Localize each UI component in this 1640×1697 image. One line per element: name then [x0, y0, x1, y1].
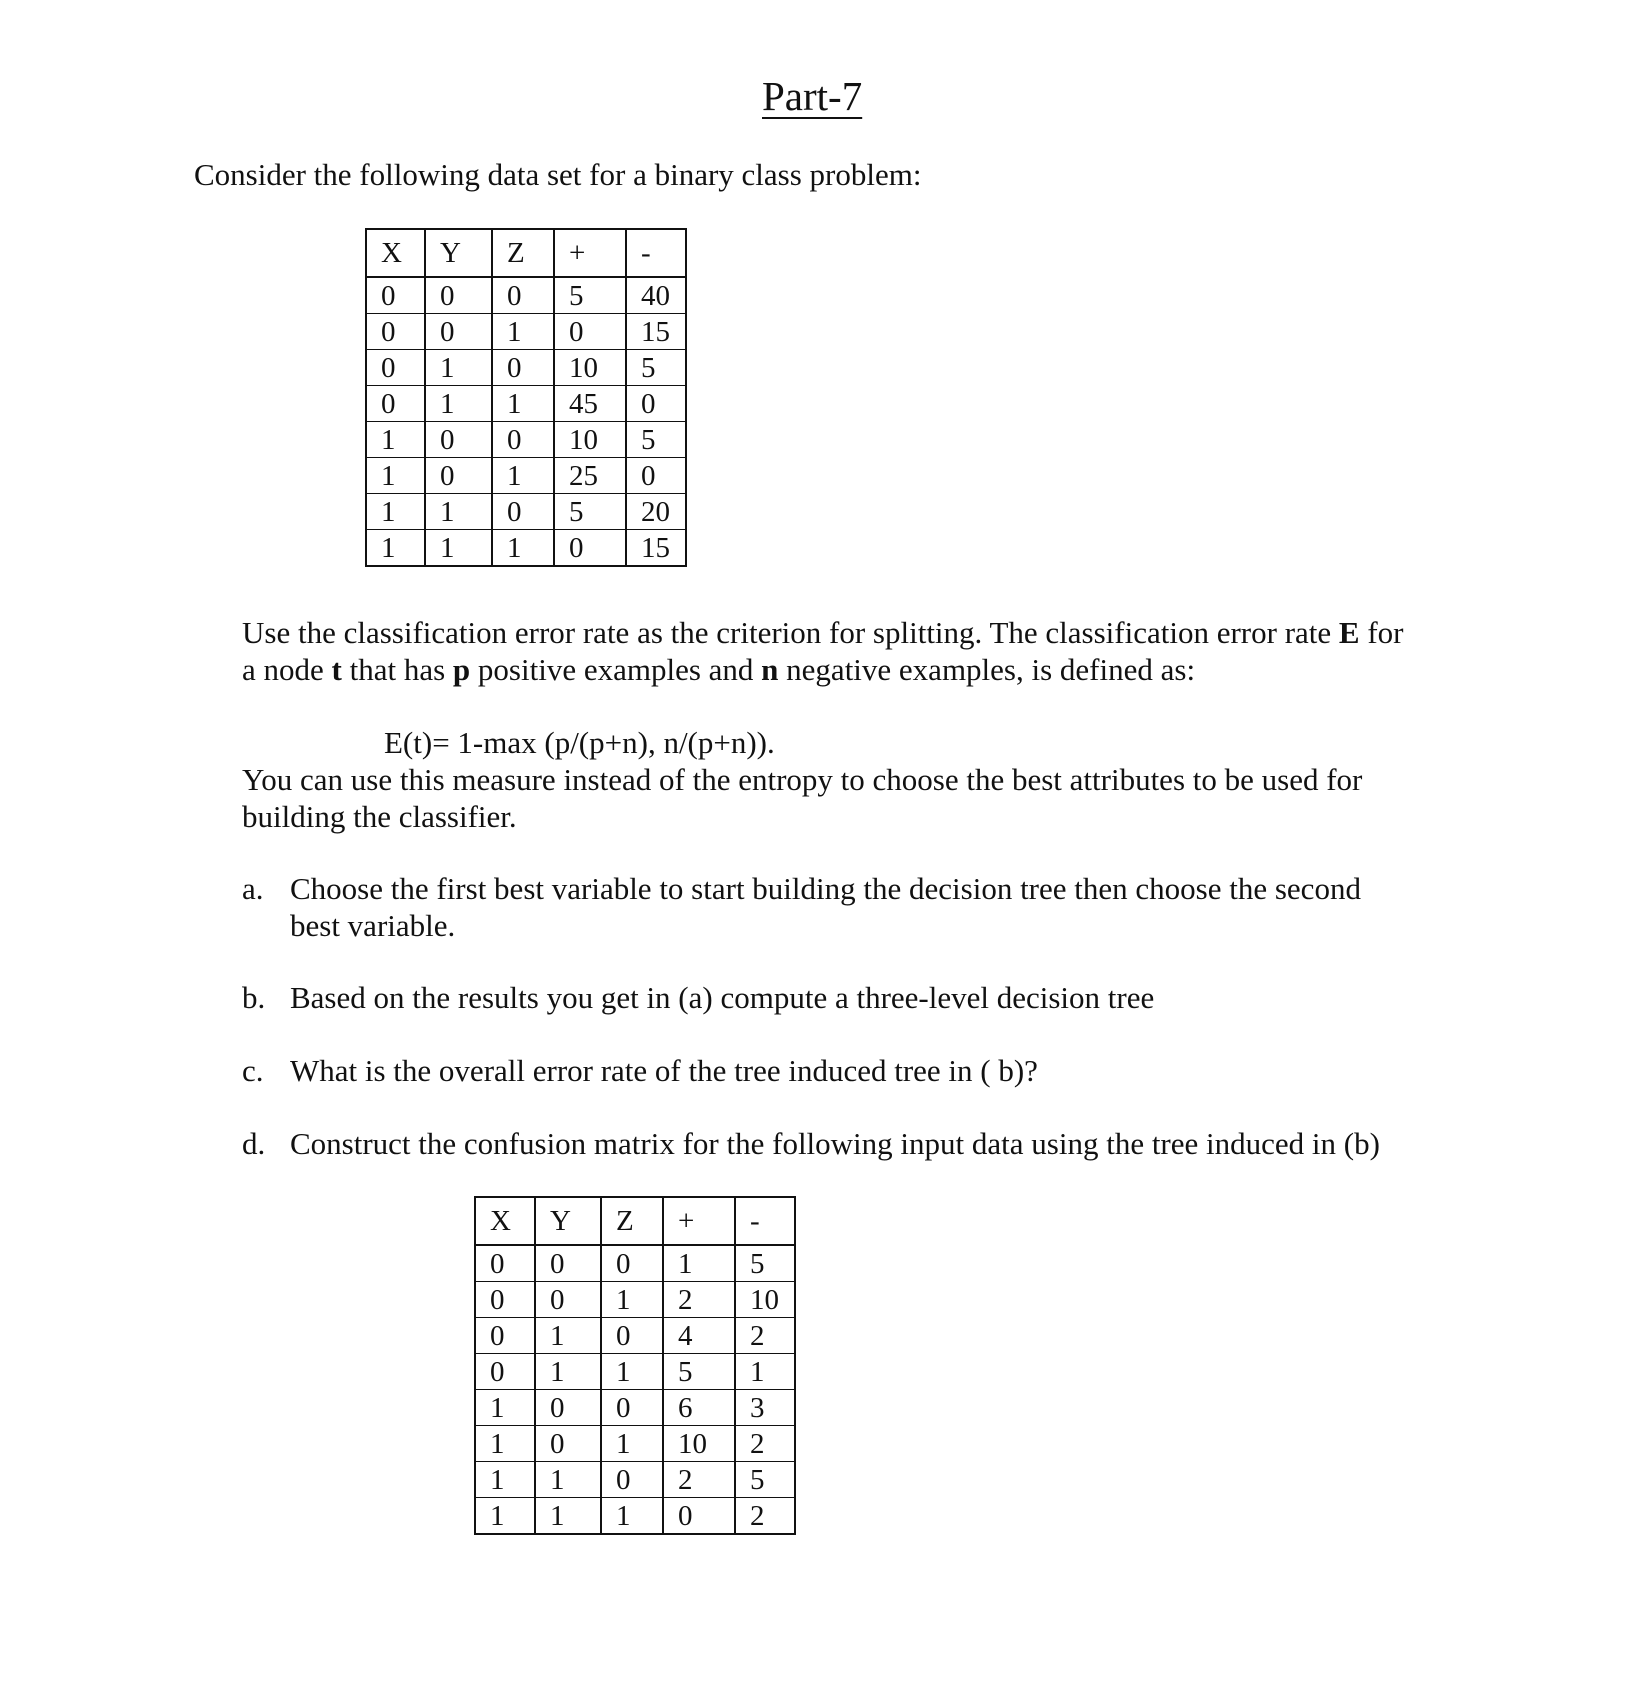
- input-data-table-cell: 2: [735, 1318, 795, 1354]
- input-data-table-cell: 3: [735, 1390, 795, 1426]
- input-data-table-cell: 0: [601, 1462, 663, 1498]
- question-c-text: What is the overall error rate of the tree induced tree in ( b)?: [290, 1053, 1038, 1088]
- dataset-table-cell: 0: [366, 277, 425, 314]
- dataset-table-cell: 20: [626, 494, 686, 530]
- intro-text: Consider the following data set for a binary class problem:: [194, 157, 922, 192]
- dataset-table-cell: 5: [554, 494, 626, 530]
- dataset-table-cell: 0: [626, 386, 686, 422]
- dataset-table-cell: 15: [626, 530, 686, 567]
- question-a-marker: a.: [242, 871, 264, 906]
- criterion-line-1: Use the classification error rate as the criterion for splitting. The classification error rate E for: [242, 615, 1404, 650]
- input-data-table-cell: 2: [663, 1462, 735, 1498]
- dataset-table-cell: 1: [425, 386, 492, 422]
- dataset-table-cell: 0: [366, 314, 425, 350]
- input-data-table-cell: 1: [475, 1426, 535, 1462]
- input-data-table-cell: 0: [535, 1245, 601, 1282]
- input-data-table-body: [475, 1197, 795, 1534]
- question-d-text: Construct the confusion matrix for the following input data using the tree induced in (b): [290, 1126, 1380, 1161]
- dataset-table-cell: 1: [366, 458, 425, 494]
- dataset-table-header-cell: +: [554, 229, 626, 277]
- error-formula: E(t)= 1-max (p/(p+n), n/(p+n)).: [384, 725, 775, 760]
- dataset-table-cell: 0: [425, 422, 492, 458]
- dataset-table-header-cell: X: [366, 229, 425, 277]
- dataset-table-cell: 1: [366, 530, 425, 567]
- input-data-table-cell: 1: [535, 1462, 601, 1498]
- input-data-table-row: [475, 1426, 795, 1462]
- input-data-table-row: [475, 1462, 795, 1498]
- input-data-table-cell: 0: [535, 1390, 601, 1426]
- input-data-table-cell: 4: [663, 1318, 735, 1354]
- input-data-table-cell: 10: [735, 1282, 795, 1318]
- dataset-table-cell: 0: [366, 386, 425, 422]
- input-data-table-row: [475, 1318, 795, 1354]
- dataset-table-header-cell: Z: [492, 229, 554, 277]
- input-data-table-row: [475, 1498, 795, 1535]
- dataset-table-row: [366, 530, 686, 567]
- dataset-table-row: [366, 458, 686, 494]
- dataset-table-header-cell: Y: [425, 229, 492, 277]
- dataset-table-cell: 0: [366, 350, 425, 386]
- input-data-table-cell: 5: [735, 1245, 795, 1282]
- dataset-table-cell: 1: [366, 494, 425, 530]
- dataset-table-cell: 0: [492, 422, 554, 458]
- input-data-table-row: [475, 1354, 795, 1390]
- input-data-table-cell: 1: [663, 1245, 735, 1282]
- question-c-marker: c.: [242, 1053, 264, 1088]
- dataset-table-cell: 1: [425, 530, 492, 567]
- dataset-table-cell: 5: [626, 422, 686, 458]
- dataset-table-cell: 0: [492, 277, 554, 314]
- input-data-table-cell: 0: [601, 1390, 663, 1426]
- input-data-table-cell: 1: [535, 1354, 601, 1390]
- input-data-table-cell: 0: [535, 1282, 601, 1318]
- dataset-table-cell: 15: [626, 314, 686, 350]
- dataset-table-row: [366, 494, 686, 530]
- dataset-table-cell: 0: [554, 530, 626, 567]
- input-data-table-cell: 1: [475, 1498, 535, 1535]
- input-data-table-header-cell: -: [735, 1197, 795, 1245]
- dataset-table-body: [366, 229, 686, 566]
- page-title: Part-7: [762, 73, 863, 119]
- dataset-table-cell: 0: [425, 314, 492, 350]
- input-data-table-cell: 1: [475, 1390, 535, 1426]
- dataset-table-cell: 0: [492, 494, 554, 530]
- dataset-table-cell: 1: [425, 494, 492, 530]
- dataset-table-cell: 1: [492, 458, 554, 494]
- input-data-table-cell: 1: [601, 1498, 663, 1535]
- dataset-table-cell: 5: [554, 277, 626, 314]
- dataset-table-cell: 1: [492, 530, 554, 567]
- input-data-table-cell: 1: [535, 1498, 601, 1535]
- input-data-table-cell: 5: [663, 1354, 735, 1390]
- dataset-table-cell: 10: [554, 422, 626, 458]
- input-data-table-header-cell: Y: [535, 1197, 601, 1245]
- input-data-table-cell: 1: [475, 1462, 535, 1498]
- input-data-table-row: [475, 1245, 795, 1282]
- input-data-table-cell: 2: [663, 1282, 735, 1318]
- input-data-table-row: [475, 1282, 795, 1318]
- dataset-table-cell: 10: [554, 350, 626, 386]
- dataset-table-header-row: [366, 229, 686, 277]
- input-data-table-cell: 0: [663, 1498, 735, 1535]
- input-data-table-cell: 1: [735, 1354, 795, 1390]
- dataset-table-cell: 1: [492, 386, 554, 422]
- measure-line-1: You can use this measure instead of the entropy to choose the best attributes to be used for: [242, 762, 1363, 797]
- dataset-table-row: [366, 422, 686, 458]
- criterion-line-2: a node t that has p positive examples and n negative examples, is defined as:: [242, 652, 1196, 687]
- dataset-table-header-cell: -: [626, 229, 686, 277]
- question-a-line-2: best variable.: [290, 908, 456, 943]
- input-data-table-cell: 10: [663, 1426, 735, 1462]
- question-b-marker: b.: [242, 980, 266, 1015]
- input-data-table-cell: 1: [601, 1426, 663, 1462]
- input-data-table-cell: 1: [601, 1282, 663, 1318]
- dataset-table-cell: 0: [492, 350, 554, 386]
- dataset-table-row: [366, 386, 686, 422]
- input-data-table-cell: 0: [601, 1318, 663, 1354]
- question-b-text: Based on the results you get in (a) compute a three-level decision tree: [290, 980, 1155, 1015]
- input-data-table-header-cell: +: [663, 1197, 735, 1245]
- input-data-table-cell: 0: [475, 1318, 535, 1354]
- dataset-table-cell: 0: [425, 458, 492, 494]
- question-a-line-1: Choose the first best variable to start building the decision tree then choose the second: [290, 871, 1361, 906]
- input-data-table-cell: 2: [735, 1498, 795, 1535]
- input-data-table-cell: 1: [601, 1354, 663, 1390]
- dataset-table-row: [366, 277, 686, 314]
- input-data-table-cell: 0: [475, 1282, 535, 1318]
- input-data-table-header-row: [475, 1197, 795, 1245]
- dataset-table-cell: 1: [366, 422, 425, 458]
- dataset-table-cell: 5: [626, 350, 686, 386]
- dataset-table-cell: 1: [425, 350, 492, 386]
- input-data-table-header-cell: X: [475, 1197, 535, 1245]
- input-data-table-cell: 2: [735, 1426, 795, 1462]
- input-data-table-cell: 6: [663, 1390, 735, 1426]
- dataset-table-cell: 0: [554, 314, 626, 350]
- input-data-table-cell: 0: [535, 1426, 601, 1462]
- dataset-table-cell: 1: [492, 314, 554, 350]
- input-data-table-cell: 5: [735, 1462, 795, 1498]
- dataset-table-row: [366, 314, 686, 350]
- input-data-table-row: [475, 1390, 795, 1426]
- measure-line-2: building the classifier.: [242, 799, 517, 834]
- input-data-table-cell: 0: [475, 1354, 535, 1390]
- dataset-table-cell: 25: [554, 458, 626, 494]
- dataset-table-row: [366, 350, 686, 386]
- dataset-table: [365, 228, 687, 567]
- input-data-table-cell: 0: [601, 1245, 663, 1282]
- question-d-marker: d.: [242, 1126, 266, 1161]
- input-data-table-header-cell: Z: [601, 1197, 663, 1245]
- dataset-table-cell: 0: [425, 277, 492, 314]
- input-data-table-cell: 0: [475, 1245, 535, 1282]
- input-data-table-cell: 1: [535, 1318, 601, 1354]
- input-data-table: [474, 1196, 796, 1535]
- dataset-table-cell: 40: [626, 277, 686, 314]
- dataset-table-cell: 0: [626, 458, 686, 494]
- dataset-table-cell: 45: [554, 386, 626, 422]
